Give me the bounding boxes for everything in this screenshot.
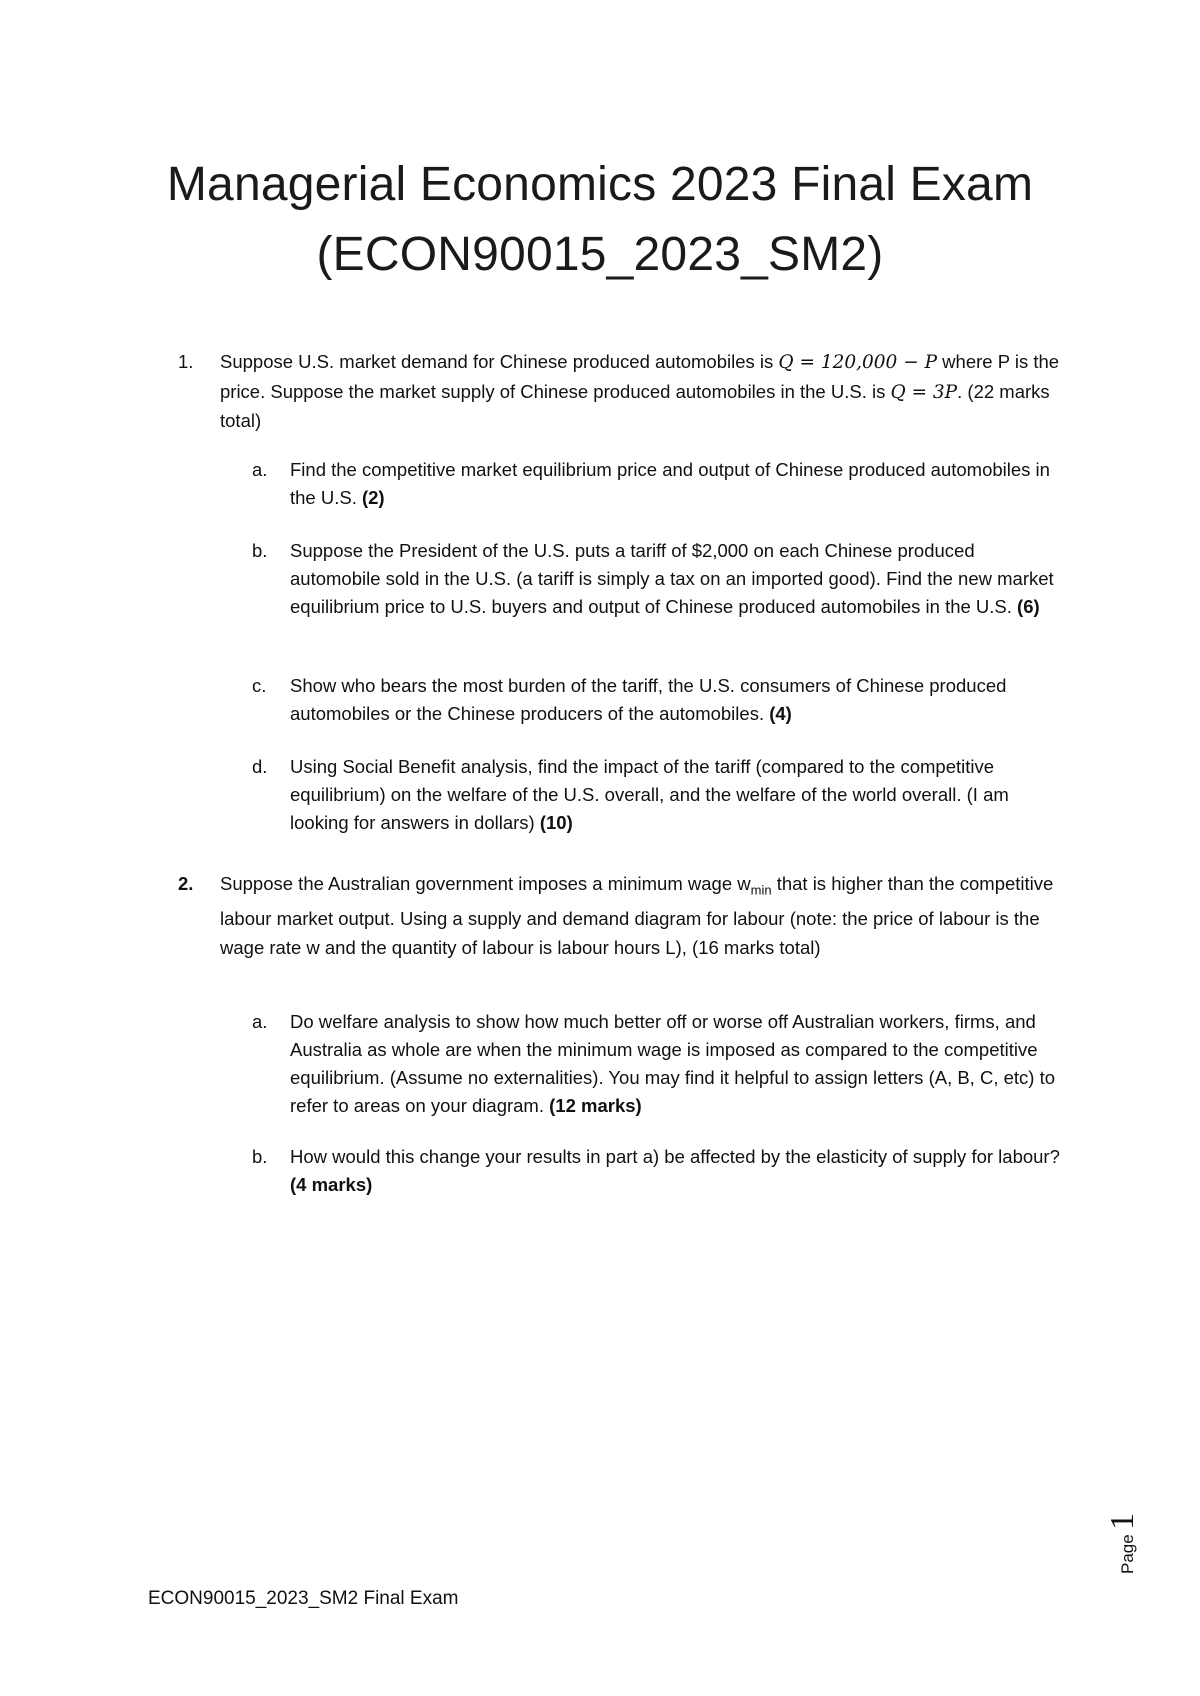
part-1b [252,537,1064,621]
footer-text: ECON90015_2023_SM2 Final Exam [148,1588,459,1609]
question-text-part: . (22 marks total) [220,380,1050,431]
part-text-body: How would this change your results in part a) be affected by the elasticity of supply for labour? [290,1146,1060,1167]
part-marks: (4 marks) [290,1174,373,1195]
question-1 [178,348,1088,436]
part-text [290,1143,1064,1199]
part-label: d. [252,756,268,777]
question-2 [178,870,1088,962]
part-text-body: Find the competitive market equilibrium price and output of Chinese produced automobiles in the U.S. [290,459,1050,508]
demand-equation: Q = 120,000 − P [778,352,938,373]
page-number-rotated [1104,1484,1144,1574]
part-label: a. [252,1011,268,1032]
title-line-2: (ECON90015_2023_SM2) [316,228,884,281]
question-text [220,870,1088,962]
wage-subscript: min [750,882,772,898]
question-text-part: Suppose the Australian government imposes a minimum wage w [220,873,751,894]
part-1a [252,456,1064,512]
title-line-1: Managerial Economics 2023 Final Exam [166,158,1034,211]
part-label: c. [252,675,267,696]
question-text-part: where P is the price. Suppose the market supply of Chinese produced automobiles in the U.S. is [220,351,1060,402]
part-1d [252,753,1064,837]
part-text [290,456,1064,512]
part-marks: (6) [1017,596,1040,617]
part-label: b. [252,1146,268,1167]
part-text [290,537,1064,621]
question-number: 2. [178,873,194,894]
part-label: a. [252,459,268,480]
part-marks: (2) [361,487,385,508]
question-text-part: that is higher than the competitive labour market output. Using a supply and demand diagram for labour (note: the price of labour is the wage rate w and the quantity of labour is labour hours L), (16 marks total) [220,873,1054,958]
question-number: 1. [178,351,194,372]
page-number-margin [1104,1484,1144,1574]
question-text [220,348,1088,436]
supply-equation: Q = 3P [890,381,958,403]
part-marks: (4) [769,703,792,724]
page-label: Page [1118,1534,1137,1574]
part-2a [252,1008,1064,1120]
question-text-part: Suppose U.S. market demand for Chinese produced automobiles is [220,351,779,372]
page-number: 1 [1104,1512,1141,1530]
part-text-body: Using Social Benefit analysis, find the impact of the tariff (compared to the competitive equilibrium) on the welfare of the U.S. overall, and the welfare of the world overall. (I am looking for answers in dollars) [290,756,1009,833]
part-marks: (10) [539,812,573,833]
part-text [290,1008,1064,1120]
part-text-body: Show who bears the most burden of the tariff, the U.S. consumers of Chinese produced automobiles or the Chinese producers of the automobiles. [290,675,1007,724]
part-label: b. [252,540,268,561]
part-text-body: Do welfare analysis to show how much better off or worse off Australian workers, firms, and Australia as whole are when the minimum wage is imposed as compared to the competitive equilibrium. (Assume no externalities). You may find it helpful to assign letters (A, B, C, etc) to refer to areas on your diagram. [290,1011,1056,1116]
part-text [290,672,1064,728]
part-2b [252,1143,1064,1199]
part-text-body: Suppose the President of the U.S. puts a tariff of $2,000 on each Chinese produced automobile sold in the U.S. (a tariff is simply a tax on an imported good). Find the new market equilibrium price to U.S. buyers and output of Chinese produced automobiles in the U.S. [290,540,1054,617]
part-1c [252,672,1064,728]
document-title [0,150,1200,290]
part-marks: (12 marks) [549,1095,642,1116]
part-text [290,753,1064,837]
